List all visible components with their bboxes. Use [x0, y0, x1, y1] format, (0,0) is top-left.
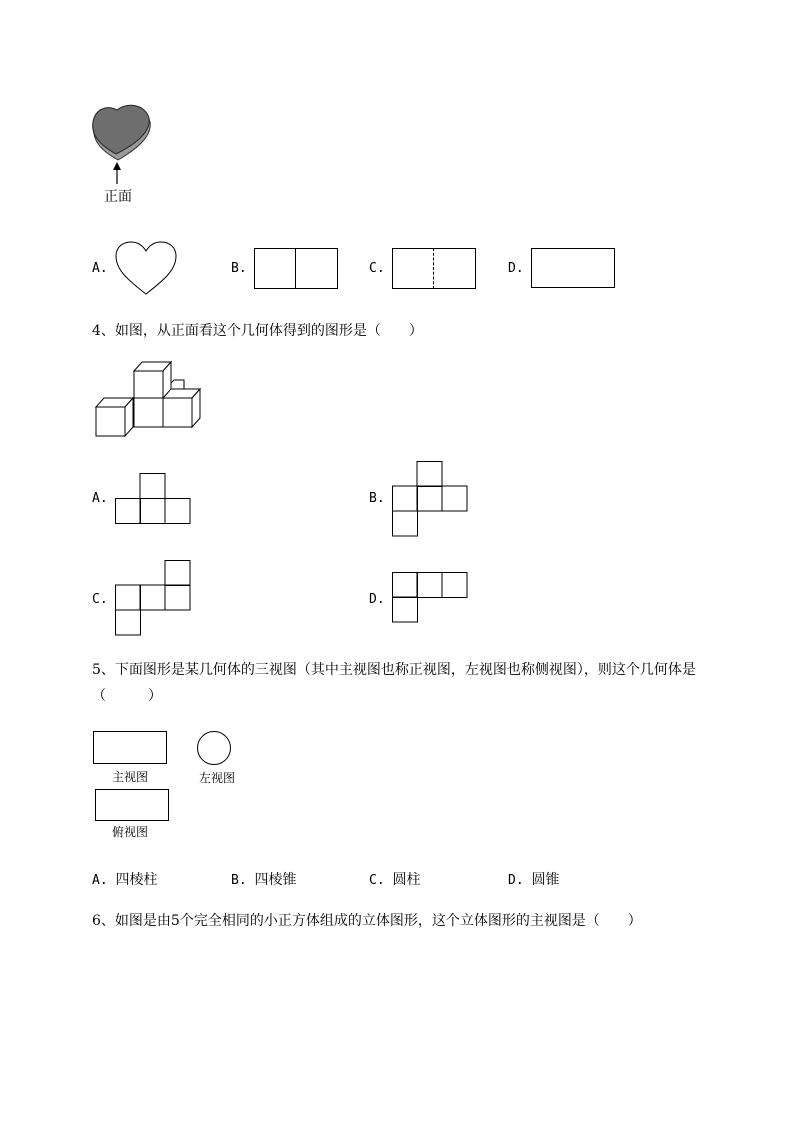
q5-option-a-letter: A. [92, 873, 108, 888]
q3-option-c-letter: C. [369, 261, 385, 276]
q3-option-a-heart-outline [114, 240, 178, 296]
q5-option-c-letter: C. [369, 873, 385, 888]
top-view-rect [95, 789, 169, 821]
q3-option-c-rect [392, 248, 476, 289]
q5-option-b-letter: B. [231, 873, 247, 888]
q3-option-b-divider [295, 248, 296, 289]
top-view-caption: 俯视图 [111, 825, 148, 839]
q4-option-a-grid [115, 473, 191, 524]
front-view-rect [93, 731, 167, 764]
heart-solid-figure [90, 100, 160, 200]
q5-option-a [92, 869, 157, 889]
q5-option-d-text: 圆锥 [531, 872, 560, 888]
q4-option-d-grid [392, 572, 468, 623]
q5-option-b [231, 869, 296, 889]
q5-option-c-text: 圆柱 [392, 872, 421, 888]
q3-option-d-rect [531, 248, 615, 288]
q4-option-b-letter: B. [369, 491, 385, 506]
q5-option-c [369, 869, 420, 889]
q5-question-text-line1: 5、下面图形是某几何体的三视图（其中主视图也称正视图，左视图也称侧视图），则这个几何体是 [92, 662, 696, 678]
q4-question-text: 4、如图，从正面看这个几何体得到的图形是（ ） [92, 323, 423, 339]
q5-option-b-text: 四棱锥 [254, 872, 297, 888]
q3-option-c-dashed-divider [433, 248, 434, 289]
q4-option-c-letter: C. [92, 592, 108, 607]
front-view-label: 正面 [104, 189, 132, 205]
q5-option-d-letter: D. [508, 873, 524, 888]
q3-option-d-letter: D. [508, 261, 524, 276]
q4-option-a-letter: A. [92, 491, 108, 506]
q3-option-b-rect [254, 248, 338, 289]
q5-option-d [508, 869, 559, 889]
q6-question-text: 6、如图是由5个完全相同的小正方体组成的立体图形，这个立体图形的主视图是（ ） [92, 913, 642, 929]
q4-option-d-letter: D. [369, 592, 385, 607]
front-view-caption: 主视图 [111, 770, 148, 784]
left-view-circle [196, 731, 232, 767]
q4-option-c-grid [115, 560, 191, 636]
left-view-caption: 左视图 [198, 771, 235, 785]
q3-option-b-letter: B. [231, 261, 247, 276]
q3-option-a-letter: A. [92, 261, 108, 276]
q4-cube-stack-figure [94, 360, 206, 440]
q5-option-a-text: 四棱柱 [115, 872, 158, 888]
q4-option-b-grid [392, 461, 468, 537]
q5-question-text-line2: （ ） [92, 688, 162, 704]
